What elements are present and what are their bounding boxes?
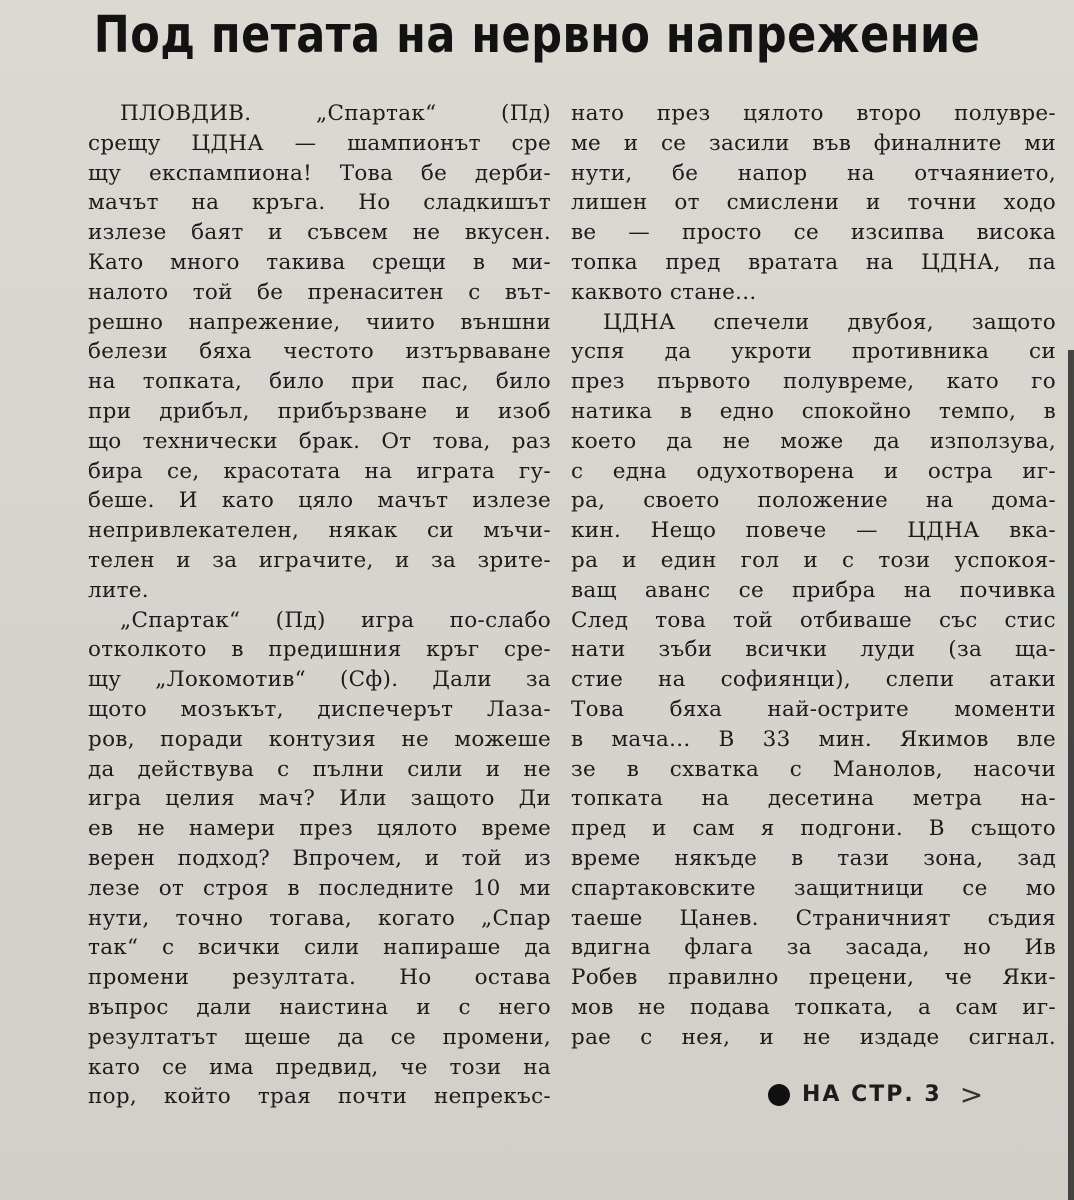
text-line: Робев правилно прецени, че Яки- bbox=[571, 965, 1056, 991]
text-line: с една одухотворена и остра иг- bbox=[571, 458, 1056, 484]
text-line: при дрибъл, прибързване и изоб bbox=[88, 398, 551, 424]
text-line: спартаковските защитници се мо bbox=[571, 875, 1056, 901]
text-line: като се има предвид, че този на bbox=[88, 1054, 551, 1080]
text-line: промени резултата. Но остава bbox=[88, 965, 551, 991]
text-line: щото мозъкът, диспечерът Лаза- bbox=[88, 696, 551, 722]
text-line: което да не може да използува, bbox=[571, 428, 1056, 454]
text-line: „Спартак“ (Пд) игра по-слабо bbox=[120, 607, 551, 633]
text-line: да действува с пълни сили и не bbox=[88, 756, 551, 782]
text-line: беше. И като цяло мачът излезе bbox=[88, 488, 551, 514]
text-line: щу експампиона! Това бе дерби- bbox=[88, 160, 551, 186]
text-line: топка пред вратата на ЦДНА, па bbox=[571, 249, 1056, 275]
page-edge-shadow bbox=[1068, 350, 1074, 1200]
text-line: ров, поради контузия не можеше bbox=[88, 726, 551, 752]
text-line: ра и един гол и с този успокоя- bbox=[571, 547, 1056, 573]
text-line: Като много такива срещи в ми- bbox=[88, 249, 551, 275]
text-line: верен подход? Впрочем, и той из bbox=[88, 845, 551, 871]
text-line: топката на десетина метра на- bbox=[571, 786, 1056, 812]
text-line: пор, който трая почти непрекъс- bbox=[88, 1084, 551, 1110]
text-line: ев не намери през цялото време bbox=[88, 816, 551, 842]
text-line: успя да укроти противника си bbox=[571, 339, 1056, 365]
text-line: ващ аванс се прибра на почивка bbox=[571, 577, 1056, 603]
chevron-right-icon: > bbox=[959, 1078, 986, 1111]
text-line: отколкото в предишния кръг сре- bbox=[88, 637, 551, 663]
text-line: въпрос дали наистина и с него bbox=[88, 994, 551, 1020]
text-line: през първото полувреме, като го bbox=[571, 369, 1056, 395]
text-line: стие на софиянци), слепи атаки bbox=[571, 667, 1056, 693]
text-line: таеше Цанев. Страничният съдия bbox=[571, 905, 1056, 931]
text-line: щу „Локомотив“ (Сф). Дали за bbox=[88, 667, 551, 693]
text-line: нати зъби всички луди (за ща- bbox=[571, 637, 1056, 663]
text-line: телен и за играчите, и за зрите- bbox=[88, 547, 551, 573]
article-column-left bbox=[88, 99, 551, 1112]
text-line: ве — просто се изсипва висока bbox=[571, 220, 1056, 246]
text-line: лишен от смислени и точни ходо bbox=[571, 190, 1056, 216]
text-line: нато през цялото второ полувре- bbox=[571, 101, 1056, 126]
text-line: Това бяха най-острите моменти bbox=[571, 696, 1056, 722]
text-line: зе в схватка с Манолов, насочи bbox=[571, 756, 1056, 782]
text-line: каквото стане... bbox=[571, 279, 757, 305]
text-line: ЦДНА спечели двубоя, защото bbox=[603, 309, 1056, 335]
text-line: ПЛОВДИВ. „Спартак“ (Пд) bbox=[120, 101, 551, 126]
continuation-label: НА СТР. 3 bbox=[802, 1082, 942, 1107]
text-line: пред и сам я подгони. В същото bbox=[571, 816, 1056, 842]
text-line: рае с нея, и не издаде сигнал. bbox=[571, 1024, 1056, 1050]
text-line: излезе баят и съвсем не вкусен. bbox=[88, 220, 551, 246]
text-line: в мача... В 33 мин. Якимов вле bbox=[571, 726, 1056, 752]
text-line: ра, своето положение на дома- bbox=[571, 488, 1056, 514]
text-line: мачът на кръга. Но сладкишът bbox=[88, 190, 551, 216]
text-line: нути, бе напор на отчаянието, bbox=[571, 160, 1056, 186]
continuation-reference bbox=[768, 1078, 985, 1111]
text-line: налото той бе пренаситен с вът- bbox=[88, 279, 551, 305]
text-line: След това той отбиваше със стис bbox=[571, 607, 1056, 633]
text-line: бира се, красотата на играта гу- bbox=[88, 458, 551, 484]
text-line: нути, точно тогава, когато „Спар bbox=[88, 905, 551, 931]
text-line: решно напрежение, чиито външни bbox=[88, 309, 551, 335]
text-line: лите. bbox=[88, 577, 149, 603]
text-line: лезе от строя в последните 10 ми bbox=[88, 875, 551, 901]
text-line: време някъде в тази зона, зад bbox=[571, 845, 1056, 871]
text-line: так“ с всички сили напираше да bbox=[88, 935, 551, 961]
text-line: игра целия мач? Или защото Ди bbox=[88, 786, 551, 812]
text-line: ме и се засили във финалните ми bbox=[571, 130, 1056, 156]
text-line: срещу ЦДНА — шампионът сре bbox=[88, 130, 551, 156]
article-column-right bbox=[571, 99, 1056, 1053]
text-line: белези бяха честото изтърваване bbox=[88, 339, 551, 365]
text-line: кин. Нещо повече — ЦДНА вка- bbox=[571, 518, 1056, 544]
article-headline: Под петата на нервно напрежение bbox=[93, 6, 981, 65]
text-line: вдигна флага за засада, но Ив bbox=[571, 935, 1056, 961]
text-line: мов не подава топката, а сам иг- bbox=[571, 994, 1056, 1020]
text-line: непривлекателен, някак си мъчи- bbox=[88, 518, 551, 544]
bullet-icon bbox=[768, 1084, 790, 1106]
text-line: натика в едно спокойно темпо, в bbox=[571, 398, 1056, 424]
text-line: резултатът щеше да се промени, bbox=[88, 1024, 551, 1050]
text-line: на топката, било при пас, било bbox=[88, 369, 551, 395]
text-line: що технически брак. От това, раз bbox=[88, 428, 551, 454]
